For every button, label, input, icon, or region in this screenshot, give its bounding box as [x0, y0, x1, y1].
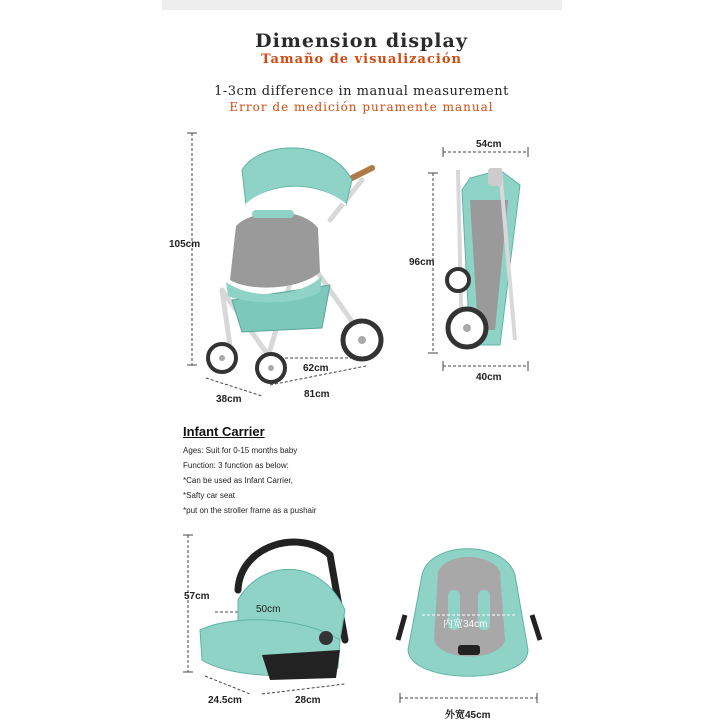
carrier-info-line: Function: 3 function as below: [183, 461, 289, 470]
page-subtitle: Tamaño de visualización [261, 52, 462, 67]
infant-carrier-heading: Infant Carrier [183, 424, 265, 439]
stroller-front-width-label: 38cm [216, 394, 242, 405]
carrier-width-dim-line [262, 684, 345, 694]
carrier-info-line: *Safty car seat [183, 491, 236, 500]
measurement-note: 1-3cm difference in manual measurement [214, 84, 509, 99]
carrier-depth-label: 24.5cm [208, 695, 242, 706]
handlebar [352, 168, 372, 178]
page-title: Dimension display [255, 30, 468, 52]
stroller-wheelbase-label: 62cm [303, 363, 329, 374]
folded-height-label: 96cm [409, 257, 435, 268]
folded-bottom-width-label: 40cm [476, 372, 502, 383]
carrier-handle-label: 50cm [256, 604, 281, 615]
carrier-width-label: 28cm [295, 695, 321, 706]
carrier-info-line: *Can be used as Infant Carrier, [183, 476, 293, 485]
carrier-outer-width-label: 外宽45cm [445, 710, 491, 721]
stroller-length-label: 81cm [304, 389, 330, 400]
carrier-height-label: 57cm [184, 591, 210, 602]
stroller-image [187, 133, 381, 396]
carrier-info-line: *put on the stroller frame as a pushair [183, 506, 317, 515]
folded-stroller-image [428, 147, 528, 371]
stroller-height-label: 105cm [169, 239, 201, 250]
carrier-info-line: Ages: Suit for 0-15 months baby [183, 446, 298, 455]
folded-top-width-label: 54cm [476, 139, 502, 150]
carrier-inner-width-label: 内宽34cm [443, 619, 488, 630]
carrier-depth-dim-line [205, 676, 250, 694]
measurement-note-es: Error de medición puramente manual [229, 100, 494, 114]
